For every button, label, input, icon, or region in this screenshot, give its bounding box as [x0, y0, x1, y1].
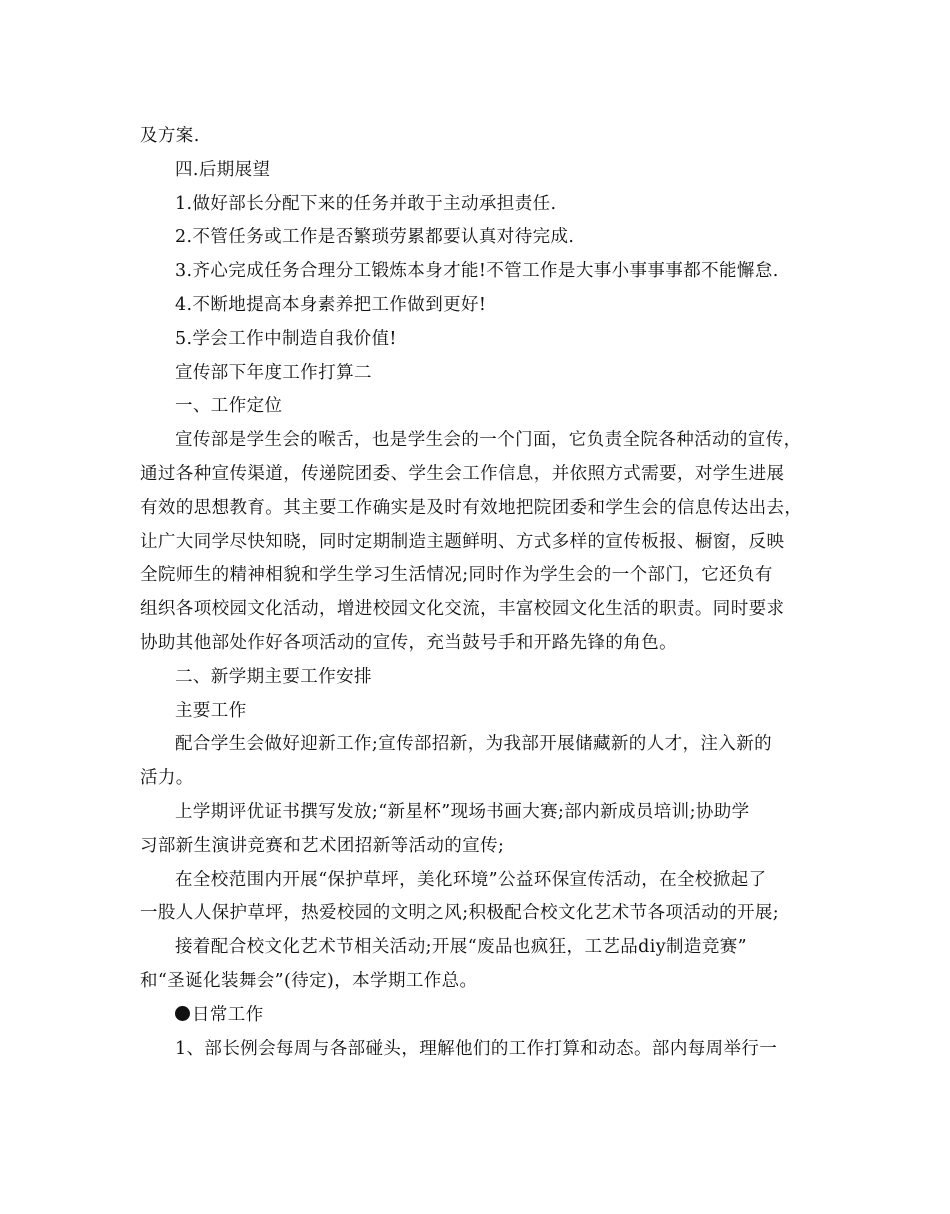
list-item: 2.不管任务或工作是否繁琐劳累都要认真对待完成. [175, 227, 575, 248]
paragraph-line: 组织各项校园文化活动，增进校园文化交流，丰富校园文化生活的职责。同时要求 [140, 599, 785, 620]
list-item: 3.齐心完成任务合理分工锻炼本身才能!不管工作是大事小事事事都不能懈怠. [175, 261, 779, 282]
section-heading: 四.后期展望 [175, 159, 271, 180]
paragraph-line: 和“圣诞化装舞会”(待定)，本学期工作总。 [140, 970, 478, 991]
paragraph-line: 一股人人保护草坪，热爱校园的文明之风;积极配合校文化艺术节各项活动的开展; [140, 903, 780, 924]
bullet-icon [175, 1006, 190, 1021]
document-subtitle: 宣传部下年度工作打算二 [175, 362, 372, 383]
paragraph-line: 宣传部是学生会的喉舌，也是学生会的一个门面，它负责全院各种活动的宣传， [175, 430, 802, 451]
paragraph-line: 通过各种宣传渠道，传递院团委、学生会工作信息，并依照方式需要，对学生进展 [140, 463, 785, 484]
section-heading: 二、新学期主要工作安排 [175, 666, 372, 687]
list-item: 4.不断地提高本身素养把工作做到更好! [175, 294, 487, 315]
paragraph-line: 让广大同学尽快知晓，同时定期制造主题鲜明、方式多样的宣传板报、橱窗，反映 [140, 531, 785, 552]
paragraph-line: 1、部长例会每周与各部碰头，理解他们的工作打算和动态。部内每周举行一 [175, 1038, 778, 1059]
paragraph-line: 上学期评优证书撰写发放;“新星杯”现场书画大赛;部内新成员培训;协助学 [175, 801, 750, 822]
section-heading: 一、工作定位 [175, 396, 283, 417]
subsection-heading: 主要工作 [175, 700, 247, 721]
text-line: 及方案. [140, 126, 200, 146]
document-body [140, 120, 830, 1066]
paragraph-line: 有效的思想教育。其主要工作确实是及时有效地把院团委和学生会的信息传达出去， [140, 497, 803, 518]
bullet-heading-text: 日常工作 [192, 1004, 264, 1025]
paragraph-line: 在全校范围内开展“保护草坪，美化环境”公益环保宣传活动，在全校掀起了 [175, 869, 767, 890]
paragraph-line: 活力。 [140, 768, 194, 789]
list-item: 5.学会工作中制造自我价值! [175, 328, 397, 349]
paragraph-line: 接着配合校文化艺术节相关活动;开展“废品也疯狂，工艺品diy制造竞赛” [175, 937, 747, 958]
paragraph-line: 习部新生演讲竞赛和艺术团招新等活动的宣传; [140, 835, 505, 856]
bullet-heading [140, 999, 830, 1033]
paragraph-line: 协助其他部处作好各项活动的宣传，充当鼓号手和开路先锋的角色。 [140, 632, 677, 653]
paragraph-line: 配合学生会做好迎新工作;宣传部招新，为我部开展储藏新的人才，注入新的 [175, 734, 772, 755]
list-item: 1.做好部长分配下来的任务并敢于主动承担责任. [175, 193, 557, 214]
paragraph-line: 全院师生的精神相貌和学生学习生活情况;同时作为学生会的一个部门，它还负有 [140, 565, 773, 586]
